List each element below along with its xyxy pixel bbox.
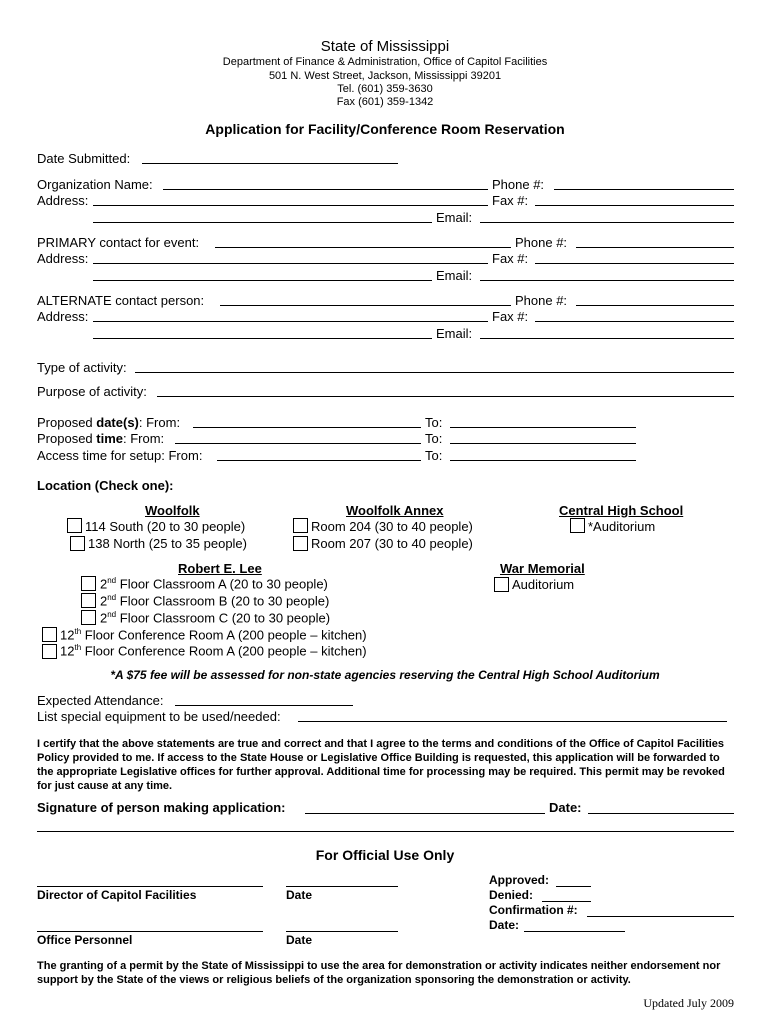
- org-name-label: Organization Name:: [37, 177, 153, 192]
- primary-email-label: Email:: [436, 268, 473, 283]
- alternate-phone-label: Phone #:: [515, 293, 568, 308]
- org-phone-label: Phone #:: [492, 177, 545, 192]
- personnel-date-label: Date: [286, 933, 313, 947]
- confirmation-label: Confirmation #:: [489, 903, 578, 917]
- org-fax-label: Fax #:: [492, 193, 529, 208]
- lee-12b-text: Floor Conference Room A (200 people – kitchen): [84, 643, 367, 659]
- org-name-field[interactable]: [163, 189, 488, 190]
- lee-12a-label: [60, 627, 367, 642]
- certification-text: I certify that the above statements are true and correct and that I agree to the terms and conditions of the Office of Capitol Facilities Policy provided to me. If access to the State House or Legislative Office Building is requested, this application will be forwarded to the appropriate Legislative offices for further approval. Additional time for processing may be required. This permit may be revoked for just cause at any time.: [37, 738, 725, 792]
- lee-2c-label: [100, 610, 330, 625]
- proposed-dates-to-field[interactable]: [450, 427, 636, 428]
- fee-note: *A $75 fee will be assessed for non-state agencies reserving the Central High School Auditorium: [110, 668, 660, 682]
- woolfolk-114-label: 114 South (20 to 30 people): [85, 519, 246, 534]
- access-time-from-field[interactable]: [217, 460, 421, 461]
- approved-field[interactable]: [556, 886, 591, 887]
- personnel-label: Office Personnel: [37, 933, 133, 947]
- primary-phone-label: Phone #:: [515, 235, 568, 250]
- lee-12b-label: [60, 643, 367, 658]
- chs-auditorium-label: *Auditorium: [588, 519, 656, 534]
- primary-contact-field[interactable]: [215, 247, 511, 248]
- alternate-phone-field[interactable]: [576, 305, 734, 306]
- date-submitted-label: Date Submitted:: [37, 151, 131, 166]
- proposed-time-from-field[interactable]: [175, 443, 421, 444]
- time-bold: time: [96, 431, 123, 446]
- approved-label: Approved:: [489, 873, 549, 887]
- primary-fax-label: Fax #:: [492, 251, 529, 266]
- org-fax-field[interactable]: [535, 205, 734, 206]
- director-label: Director of Capitol Facilities: [37, 888, 197, 902]
- department-line: Department of Finance & Administration, Office of Capitol Facilities: [222, 56, 548, 68]
- woolfolk-138-label: 138 North (25 to 35 people): [88, 536, 247, 551]
- lee-2b-text: Floor Classroom B (20 to 30 people): [119, 593, 330, 609]
- chs-title: Central High School: [559, 503, 684, 518]
- chs-auditorium-checkbox[interactable]: [570, 518, 585, 533]
- alternate-address-field[interactable]: [93, 321, 488, 322]
- signature-label: Signature of person making application:: [37, 800, 286, 815]
- primary-fax-field[interactable]: [535, 263, 734, 264]
- type-activity-field[interactable]: [135, 372, 734, 373]
- ord-nd: nd: [107, 593, 117, 602]
- access-time-label: Access time for setup: From:: [37, 448, 203, 463]
- dates-rest: : From:: [138, 415, 181, 430]
- ord-2: 2: [100, 610, 108, 626]
- alternate-fax-label: Fax #:: [492, 309, 529, 324]
- alternate-contact-field[interactable]: [220, 305, 511, 306]
- war-auditorium-label: Auditorium: [512, 577, 575, 592]
- expected-attendance-field[interactable]: [175, 705, 353, 706]
- org-address-field[interactable]: [93, 205, 488, 206]
- lee-2a-text: Floor Classroom A (20 to 30 people): [119, 576, 328, 592]
- woolfolk-138-checkbox[interactable]: [70, 536, 85, 551]
- separator-line: [37, 831, 734, 832]
- org-address-line2[interactable]: [93, 222, 432, 223]
- war-title: War Memorial: [500, 561, 585, 576]
- disclaimer-text: The granting of a permit by the State of Mississippi to use the area for demonstration or activity indicates neither endorsement nor support by the State of the views or religious beliefs of the organization sponsoring the demonstration or activity.: [37, 960, 721, 986]
- alternate-email-label: Email:: [436, 326, 473, 341]
- tel-line: Tel. (601) 359-3630: [337, 83, 433, 95]
- primary-address-line2[interactable]: [93, 280, 432, 281]
- ord-12: 12: [60, 643, 75, 659]
- lee-2a-checkbox[interactable]: [81, 576, 96, 591]
- lee-title: Robert E. Lee: [178, 561, 262, 576]
- ord-th: th: [74, 643, 82, 652]
- ord-12: 12: [60, 627, 75, 643]
- primary-address-field[interactable]: [93, 263, 488, 264]
- proposed-dates-label: [37, 415, 180, 430]
- annex-204-checkbox[interactable]: [293, 518, 308, 533]
- org-phone-field[interactable]: [554, 189, 734, 190]
- form-title: Application for Facility/Conference Room Reservation: [205, 121, 565, 137]
- type-activity-label: Type of activity:: [37, 360, 127, 375]
- alternate-address-line2[interactable]: [93, 338, 432, 339]
- updated-note: Updated July 2009: [643, 996, 734, 1010]
- proposed-time-to-field[interactable]: [450, 443, 636, 444]
- primary-contact-label: PRIMARY contact for event:: [37, 235, 200, 250]
- org-email-label: Email:: [436, 210, 473, 225]
- war-auditorium-checkbox[interactable]: [494, 577, 509, 592]
- ord-2: 2: [100, 576, 108, 592]
- access-time-to-label: To:: [425, 448, 443, 463]
- ord-nd: nd: [107, 576, 117, 585]
- alternate-contact-label: ALTERNATE contact person:: [37, 293, 205, 308]
- fax-line: Fax (601) 359-1342: [336, 96, 434, 108]
- signature-date-label: Date:: [549, 800, 582, 815]
- ord-2: 2: [100, 593, 108, 609]
- annex-title: Woolfolk Annex: [346, 503, 444, 518]
- lee-2b-checkbox[interactable]: [81, 593, 96, 608]
- signature-field[interactable]: [305, 813, 545, 814]
- lee-12a-text: Floor Conference Room A (200 people – kitchen): [84, 627, 367, 643]
- official-date-label: Date:: [489, 918, 520, 932]
- location-heading: Location (Check one):: [37, 478, 174, 493]
- lee-2a-label: [100, 576, 328, 591]
- ord-nd: nd: [107, 610, 117, 619]
- purpose-activity-field[interactable]: [157, 396, 734, 397]
- date-submitted-field[interactable]: [142, 163, 398, 164]
- alternate-fax-field[interactable]: [535, 321, 734, 322]
- director-signature-line[interactable]: [37, 886, 263, 887]
- woolfolk-114-checkbox[interactable]: [67, 518, 82, 533]
- lee-2b-label: [100, 593, 329, 608]
- ord-th: th: [74, 627, 82, 636]
- lee-12b-checkbox[interactable]: [42, 644, 57, 659]
- proposed-prefix: Proposed: [37, 431, 97, 446]
- time-rest: : From:: [123, 431, 165, 446]
- dates-bold: date(s): [96, 415, 139, 430]
- state-title: State of Mississippi: [320, 38, 450, 55]
- personnel-date-line[interactable]: [286, 931, 398, 932]
- proposed-dates-to-label: To:: [425, 415, 443, 430]
- director-date-label: Date: [286, 888, 313, 902]
- lee-12a-checkbox[interactable]: [42, 627, 57, 642]
- proposed-time-label: [37, 431, 164, 446]
- lee-2c-text: Floor Classroom C (20 to 30 people): [119, 610, 331, 626]
- proposed-prefix: Proposed: [37, 415, 97, 430]
- personnel-signature-line[interactable]: [37, 931, 263, 932]
- proposed-time-to-label: To:: [425, 431, 443, 446]
- equipment-field[interactable]: [298, 721, 727, 722]
- official-heading: For Official Use Only: [315, 847, 455, 863]
- purpose-activity-label: Purpose of activity:: [37, 384, 147, 399]
- org-email-field[interactable]: [480, 222, 734, 223]
- director-date-line[interactable]: [286, 886, 398, 887]
- access-time-to-field[interactable]: [450, 460, 636, 461]
- address-line: 501 N. West Street, Jackson, Mississippi 39201: [268, 70, 502, 82]
- primary-address-label: Address:: [37, 251, 89, 266]
- org-address-label: Address:: [37, 193, 89, 208]
- annex-207-label: Room 207 (30 to 40 people): [311, 536, 473, 551]
- official-date-field[interactable]: [524, 931, 625, 932]
- denied-field[interactable]: [542, 901, 591, 902]
- proposed-dates-from-field[interactable]: [193, 427, 421, 428]
- confirmation-field[interactable]: [587, 916, 734, 917]
- signature-date-field[interactable]: [588, 813, 734, 814]
- expected-attendance-label: Expected Attendance:: [37, 693, 164, 708]
- denied-label: Denied:: [489, 888, 534, 902]
- annex-207-checkbox[interactable]: [293, 536, 308, 551]
- annex-204-label: Room 204 (30 to 40 people): [311, 519, 473, 534]
- primary-phone-field[interactable]: [576, 247, 734, 248]
- alternate-email-field[interactable]: [480, 338, 734, 339]
- alternate-address-label: Address:: [37, 309, 89, 324]
- woolfolk-title: Woolfolk: [145, 503, 200, 518]
- primary-email-field[interactable]: [480, 280, 734, 281]
- lee-2c-checkbox[interactable]: [81, 610, 96, 625]
- equipment-label: List special equipment to be used/needed:: [37, 709, 281, 724]
